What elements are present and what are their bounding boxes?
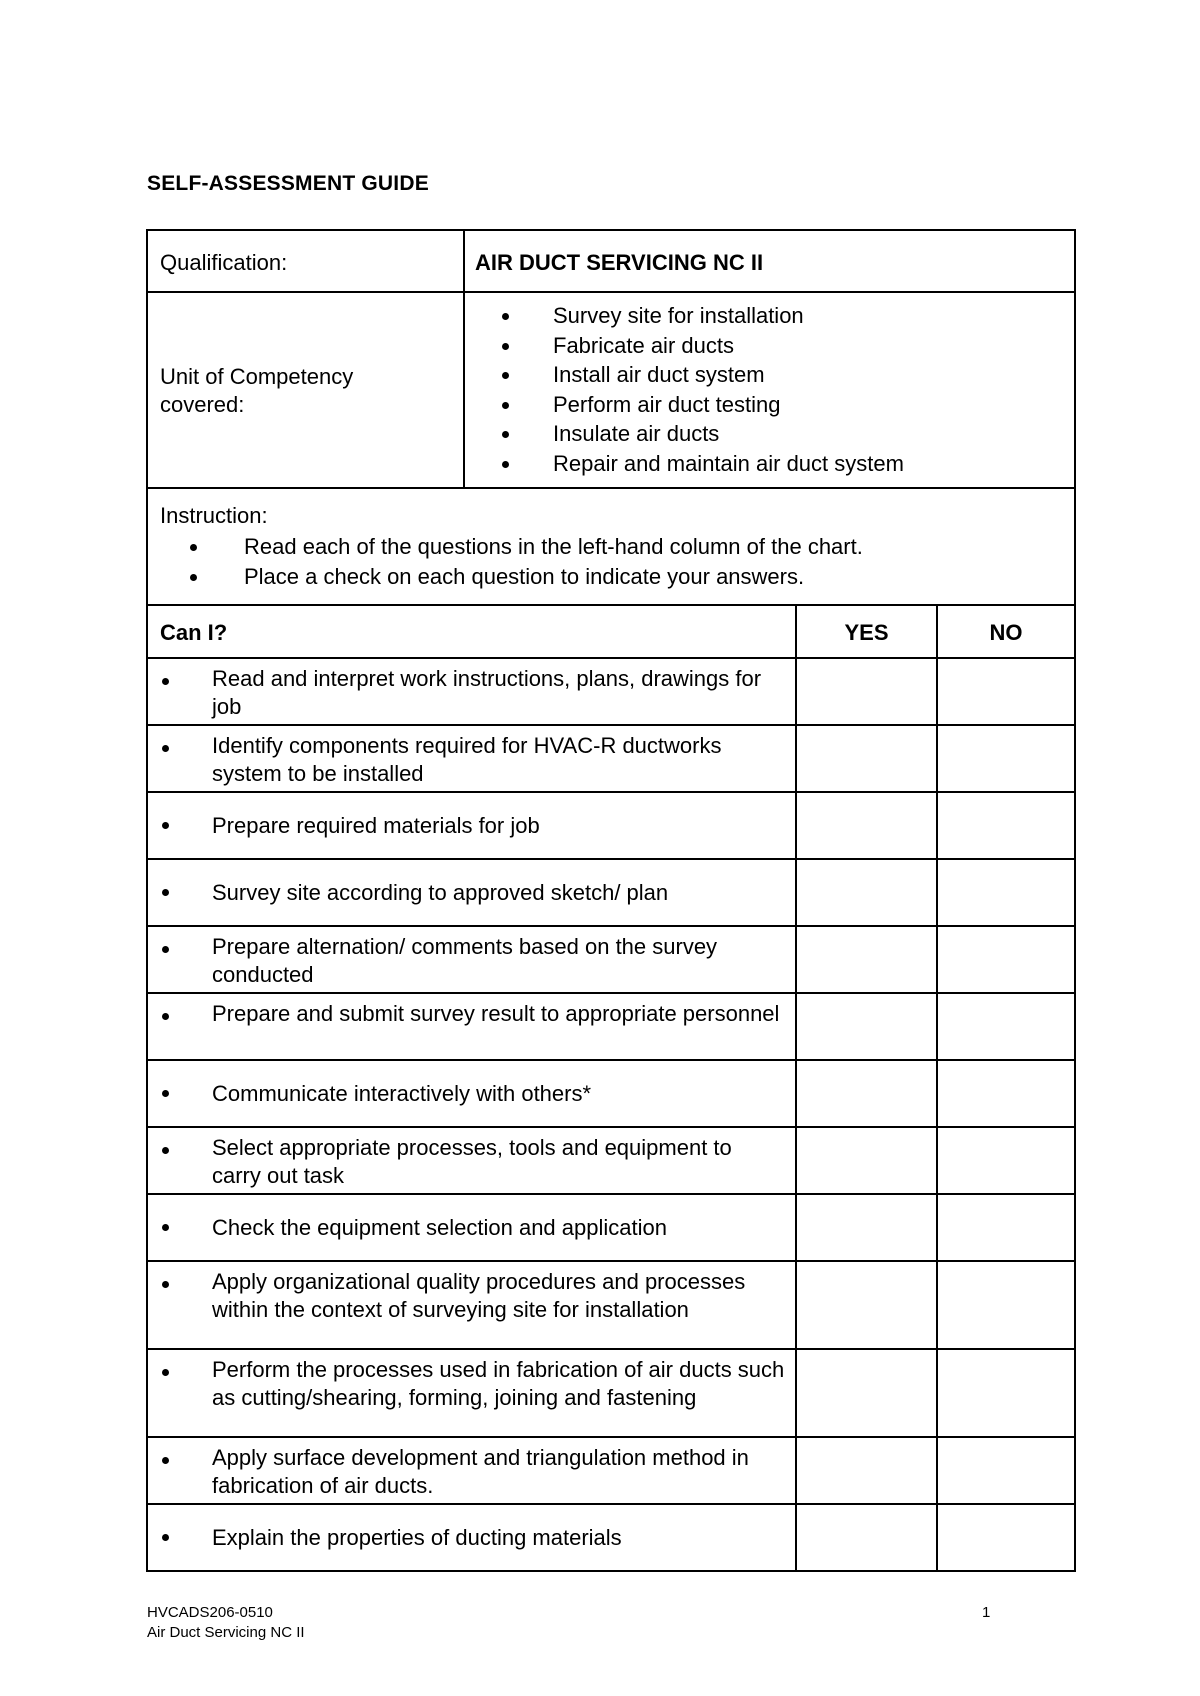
table-row bbox=[148, 657, 1074, 724]
no-checkbox-cell[interactable] bbox=[936, 860, 1074, 925]
question-cell bbox=[148, 1195, 795, 1260]
question-cell bbox=[148, 994, 795, 1059]
page-title: SELF-ASSESSMENT GUIDE bbox=[147, 172, 429, 195]
yes-checkbox-cell[interactable] bbox=[795, 1128, 936, 1193]
question-text: Apply organizational quality procedures and processes within the context of surveying site for installation bbox=[212, 1269, 746, 1322]
yes-checkbox-cell[interactable] bbox=[795, 793, 936, 858]
question-cell bbox=[148, 1438, 795, 1503]
instruction-item: Place a check on each question to indicate your answers. bbox=[148, 562, 1074, 592]
assessment-table bbox=[146, 229, 1076, 1572]
table-row bbox=[148, 1126, 1074, 1193]
no-checkbox-cell[interactable] bbox=[936, 726, 1074, 791]
no-checkbox-cell[interactable] bbox=[936, 994, 1074, 1059]
yes-checkbox-cell[interactable] bbox=[795, 1350, 936, 1436]
instruction-label: Instruction: bbox=[160, 503, 268, 528]
no-checkbox-cell[interactable] bbox=[936, 1061, 1074, 1126]
checklist-header-row bbox=[148, 604, 1074, 657]
yes-checkbox-cell[interactable] bbox=[795, 1262, 936, 1348]
unit-item: Fabricate air ducts bbox=[475, 331, 1074, 361]
table-row bbox=[148, 724, 1074, 791]
table-row bbox=[148, 1059, 1074, 1126]
question-text: Explain the properties of ducting materials bbox=[212, 1524, 622, 1550]
yes-checkbox-cell[interactable] bbox=[795, 1195, 936, 1260]
yes-checkbox-cell[interactable] bbox=[795, 860, 936, 925]
question-text: Communicate interactively with others* bbox=[212, 1080, 592, 1106]
question-text: Check the equipment selection and application bbox=[212, 1214, 667, 1240]
table-row bbox=[148, 858, 1074, 925]
question-text: Select appropriate processes, tools and equipment to carry out task bbox=[212, 1135, 732, 1188]
question-text: Read and interpret work instructions, plans, drawings for job bbox=[212, 666, 762, 719]
header-yes: YES bbox=[795, 606, 936, 657]
question-cell bbox=[148, 1262, 795, 1348]
question-cell bbox=[148, 793, 795, 858]
table-row bbox=[148, 1348, 1074, 1436]
question-cell bbox=[148, 659, 795, 724]
units-list bbox=[463, 293, 1074, 487]
question-cell bbox=[148, 1505, 795, 1570]
question-cell bbox=[148, 1128, 795, 1193]
instruction-row bbox=[148, 487, 1074, 604]
yes-checkbox-cell[interactable] bbox=[795, 994, 936, 1059]
no-checkbox-cell[interactable] bbox=[936, 1350, 1074, 1436]
instruction-item: Read each of the questions in the left-hand column of the chart. bbox=[148, 532, 1074, 562]
no-checkbox-cell[interactable] bbox=[936, 1262, 1074, 1348]
unit-item: Perform air duct testing bbox=[475, 390, 1074, 420]
no-checkbox-cell[interactable] bbox=[936, 1195, 1074, 1260]
unit-item: Install air duct system bbox=[475, 360, 1074, 390]
unit-item: Insulate air ducts bbox=[475, 419, 1074, 449]
question-cell bbox=[148, 927, 795, 992]
no-checkbox-cell[interactable] bbox=[936, 1505, 1074, 1570]
no-checkbox-cell[interactable] bbox=[936, 659, 1074, 724]
footer bbox=[147, 1603, 305, 1643]
table-row bbox=[148, 1193, 1074, 1260]
question-text: Prepare alternation/ comments based on the survey conducted bbox=[212, 934, 718, 987]
question-text: Identify components required for HVAC-R ductworks system to be installed bbox=[212, 733, 722, 786]
qualification-label: Qualification: bbox=[160, 250, 288, 275]
table-row bbox=[148, 791, 1074, 858]
question-text: Prepare and submit survey result to appropriate personnel bbox=[212, 1001, 780, 1026]
question-text: Apply surface development and triangulation method in fabrication of air ducts. bbox=[212, 1445, 749, 1498]
footer-name: Air Duct Servicing NC II bbox=[147, 1624, 305, 1641]
yes-checkbox-cell[interactable] bbox=[795, 1438, 936, 1503]
yes-checkbox-cell[interactable] bbox=[795, 927, 936, 992]
unit-item: Repair and maintain air duct system bbox=[475, 449, 1074, 479]
units-label bbox=[148, 293, 463, 487]
yes-checkbox-cell[interactable] bbox=[795, 1061, 936, 1126]
table-row bbox=[148, 925, 1074, 992]
no-checkbox-cell[interactable] bbox=[936, 927, 1074, 992]
yes-checkbox-cell[interactable] bbox=[795, 726, 936, 791]
question-text: Survey site according to approved sketch/ plan bbox=[212, 879, 669, 905]
question-cell bbox=[148, 1350, 795, 1436]
question-cell bbox=[148, 726, 795, 791]
question-text: Prepare required materials for job bbox=[212, 812, 540, 838]
qualification-value: AIR DUCT SERVICING NC II bbox=[463, 231, 1074, 291]
footer-code: HVCADS206-0510 bbox=[147, 1604, 273, 1621]
question-text: Perform the processes used in fabrication of air ducts such as cutting/shearing, forming, joining and fastening bbox=[212, 1357, 785, 1410]
question-cell bbox=[148, 1061, 795, 1126]
table-row bbox=[148, 1436, 1074, 1503]
units-row bbox=[148, 291, 1074, 487]
page-number: 1 bbox=[982, 1604, 991, 1621]
no-checkbox-cell[interactable] bbox=[936, 1438, 1074, 1503]
header-question: Can I? bbox=[160, 620, 228, 645]
unit-item: Survey site for installation bbox=[475, 301, 1074, 331]
no-checkbox-cell[interactable] bbox=[936, 793, 1074, 858]
yes-checkbox-cell[interactable] bbox=[795, 659, 936, 724]
table-row bbox=[148, 1503, 1074, 1570]
yes-checkbox-cell[interactable] bbox=[795, 1505, 936, 1570]
question-cell bbox=[148, 860, 795, 925]
table-row bbox=[148, 1260, 1074, 1348]
table-row bbox=[148, 992, 1074, 1059]
header-no: NO bbox=[936, 606, 1074, 657]
no-checkbox-cell[interactable] bbox=[936, 1128, 1074, 1193]
units-label-text: Unit of Competency covered: bbox=[160, 364, 354, 417]
qualification-row bbox=[148, 231, 1074, 291]
